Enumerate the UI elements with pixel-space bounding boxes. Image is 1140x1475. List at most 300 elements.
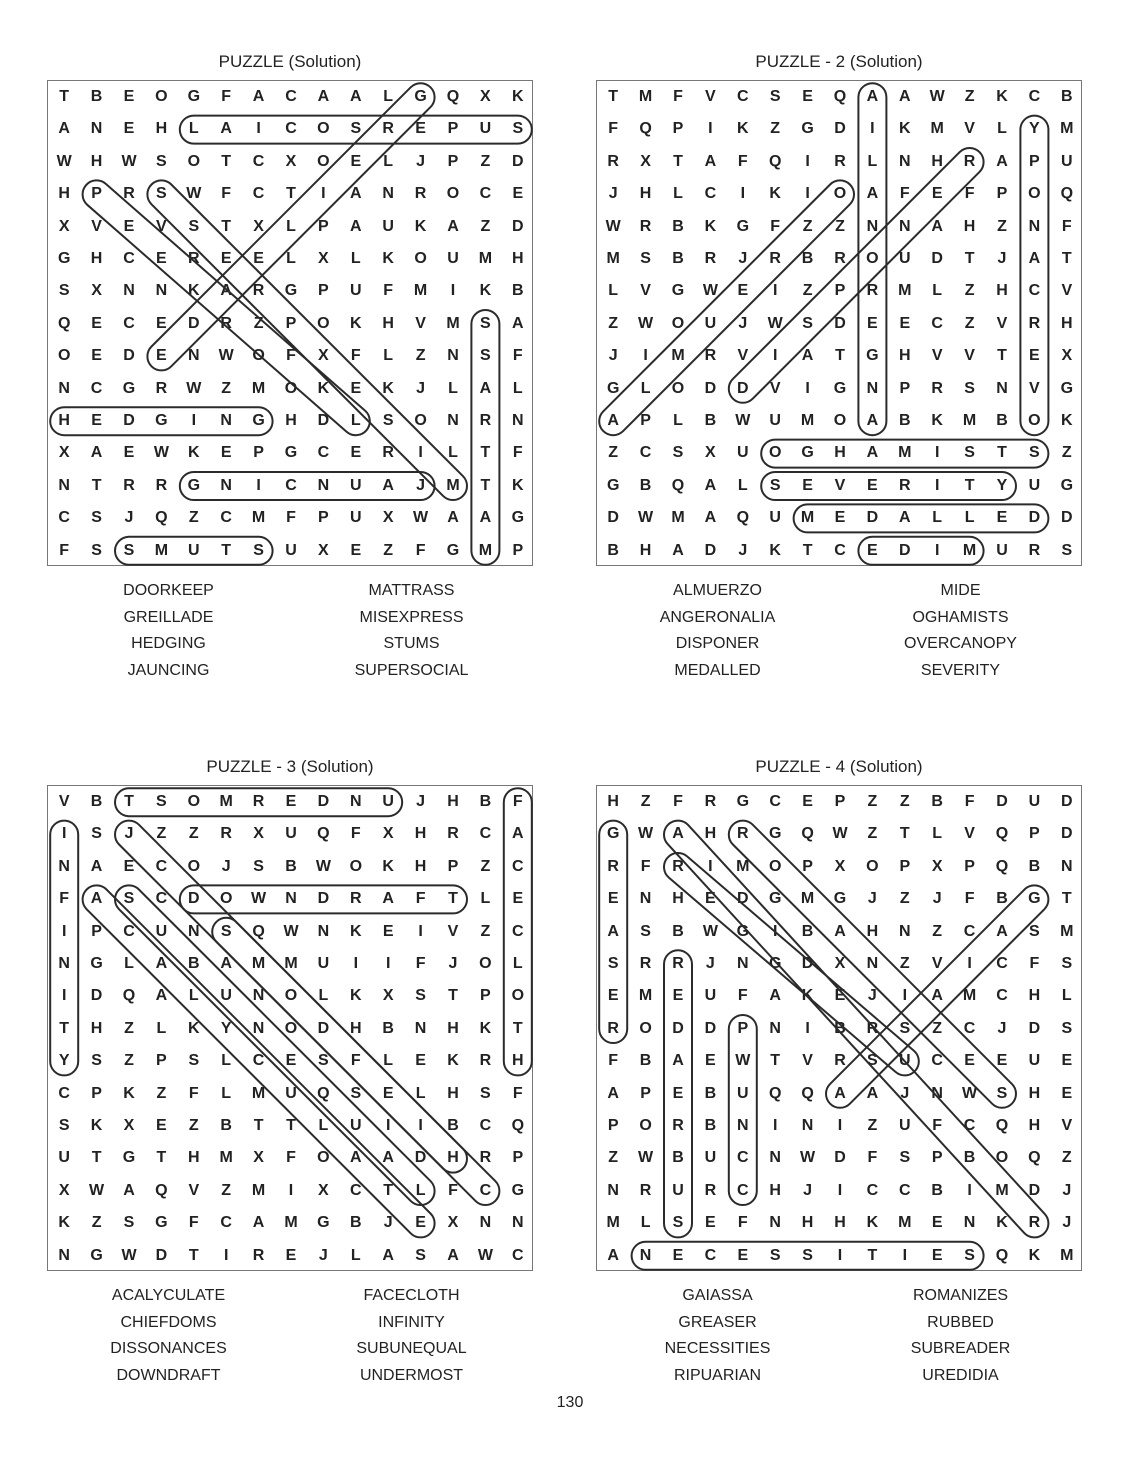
grid-letter: G <box>1028 890 1041 908</box>
grid-letter: F <box>350 825 361 843</box>
grid-letter: O <box>187 152 201 170</box>
grid-letter: W <box>605 217 621 235</box>
grid-letter: T <box>156 1149 167 1167</box>
grid-letter: B <box>220 1117 232 1134</box>
grid-letter: S <box>1029 922 1040 940</box>
grid-letter: W <box>477 1246 493 1264</box>
grid-letter: C <box>285 88 297 105</box>
grid-letter: M <box>962 541 977 559</box>
grid-letter: Y <box>1029 120 1040 138</box>
grid-letter: J <box>416 152 426 170</box>
grid-letter: B <box>512 282 524 300</box>
grid-letter: H <box>512 1052 524 1070</box>
grid-letter: C <box>931 314 943 332</box>
grid-letter: Q <box>801 1084 814 1102</box>
grid-letter: D <box>931 250 943 267</box>
grid-letter: Z <box>964 88 975 105</box>
grid-letter: A <box>866 1084 879 1102</box>
grid-letter: B <box>285 857 297 875</box>
grid-letter: Q <box>768 152 782 170</box>
grid-letter: N <box>188 922 200 940</box>
grid-letter: J <box>1062 1214 1072 1232</box>
grid-letter: L <box>932 282 943 300</box>
grid-letter: Z <box>253 314 264 332</box>
grid-letter: N <box>58 1246 70 1264</box>
grid-letter: G <box>187 88 201 105</box>
grid-letter: L <box>286 250 296 267</box>
grid-letter: M <box>251 1084 266 1102</box>
grid-letter: Q <box>671 476 685 494</box>
grid-letter: T <box>221 217 232 235</box>
grid-letter: B <box>704 1084 717 1102</box>
grid-letter: R <box>866 282 879 300</box>
grid-letter: J <box>124 509 134 527</box>
grid-letter: R <box>220 825 232 843</box>
grid-letter: R <box>252 282 265 300</box>
grid-letter: S <box>188 217 200 235</box>
grid-letter: N <box>963 1214 976 1232</box>
grid-letter: F <box>512 1084 523 1102</box>
grid-letter: D <box>317 1019 330 1037</box>
grid-letter: Z <box>640 793 651 810</box>
grid-letter: R <box>607 857 619 875</box>
grid-letter: K <box>188 1019 200 1037</box>
grid-letter: E <box>285 1246 297 1264</box>
grid-letter: O <box>639 1019 652 1037</box>
grid-letter: D <box>188 314 200 332</box>
grid-letter: M <box>930 120 944 138</box>
grid-letter: M <box>800 509 815 527</box>
grid-letter: U <box>737 1084 749 1102</box>
grid-letter: K <box>317 379 330 397</box>
grid-letter: A <box>704 152 717 170</box>
grid-letter: I <box>902 987 908 1005</box>
grid-letter: A <box>899 88 911 105</box>
grid-letter: J <box>867 987 877 1005</box>
grid-letter: Z <box>480 922 491 940</box>
grid-letter: M <box>800 412 815 429</box>
grid-letter: E <box>123 217 135 235</box>
grid-letter: D <box>188 890 200 908</box>
grid-letter: O <box>317 120 330 138</box>
grid-letter: N <box>90 120 103 138</box>
grid-letter: K <box>58 1214 70 1232</box>
grid-letter: W <box>121 152 137 170</box>
grid-letter: M <box>898 1214 912 1232</box>
grid-letter: A <box>317 88 330 105</box>
grid-letter: I <box>256 476 261 494</box>
grid-letter: V <box>58 793 70 810</box>
grid-letter: U <box>1028 476 1041 494</box>
grid-letter: I <box>385 1117 391 1134</box>
grid-letter: L <box>156 1019 167 1037</box>
grid-letter: E <box>705 1214 716 1232</box>
grid-letter: R <box>252 1246 265 1264</box>
grid-letter: T <box>1061 890 1072 908</box>
grid-letter: Z <box>899 890 910 908</box>
grid-letter: C <box>123 922 135 940</box>
grid-letter: A <box>607 1084 619 1102</box>
grid-letter: N <box>1028 217 1041 235</box>
grid-letter: V <box>996 314 1008 332</box>
grid-letter: K <box>801 987 814 1005</box>
grid-letter: S <box>769 88 781 105</box>
grid-letter: E <box>607 987 619 1005</box>
grid-letter: G <box>284 444 298 462</box>
grid-letter: E <box>802 793 813 810</box>
grid-letter: S <box>996 1084 1008 1102</box>
grid-letter: S <box>480 314 491 332</box>
grid-letter: M <box>736 857 750 875</box>
grid-letter: H <box>931 152 943 170</box>
grid-letter: E <box>220 250 232 267</box>
grid-letter: A <box>866 412 879 429</box>
grid-letter: S <box>156 185 167 203</box>
grid-letter: A <box>90 857 103 875</box>
grid-letter: U <box>704 987 717 1005</box>
grid-letter: Q <box>995 825 1009 843</box>
grid-letter: D <box>317 890 330 908</box>
grid-letter: N <box>155 282 168 300</box>
grid-letter: G <box>768 955 782 972</box>
grid-letter: N <box>317 476 330 494</box>
grid-letter: W <box>962 1084 978 1102</box>
grid-letter: I <box>191 412 197 429</box>
grid-letter: N <box>220 412 232 429</box>
grid-letter: Q <box>155 1181 168 1199</box>
grid-letter: G <box>606 476 620 494</box>
grid-letter: L <box>867 152 878 170</box>
word-item: ALMUERZO <box>673 582 762 599</box>
grid-letter: G <box>736 793 750 810</box>
grid-letter: E <box>705 1052 716 1070</box>
grid-letter: X <box>58 1181 70 1199</box>
grid-cells <box>597 786 1083 1272</box>
grid-letter: E <box>350 379 362 397</box>
grid-letter: E <box>123 444 135 462</box>
grid-letter: R <box>607 1019 619 1037</box>
grid-letter: Z <box>156 825 167 843</box>
grid-letter: T <box>253 1117 264 1134</box>
grid-letter: Q <box>155 509 168 527</box>
grid-letter: C <box>737 88 749 105</box>
grid-letter: C <box>350 1181 362 1199</box>
grid-letter: F <box>188 1084 199 1102</box>
grid-letter: H <box>639 541 652 559</box>
grid-letter: S <box>802 1246 813 1264</box>
grid-letter: V <box>964 347 975 365</box>
grid-letter: Y <box>220 1019 232 1037</box>
grid-letter: H <box>801 1214 814 1232</box>
grid-letter: P <box>931 1149 943 1167</box>
grid-letter: N <box>607 1181 619 1199</box>
grid-letter: F <box>448 1181 458 1199</box>
grid-letter: N <box>512 412 524 429</box>
grid-letter: B <box>1061 88 1073 105</box>
grid-letter: A <box>155 955 168 972</box>
grid-letter: L <box>964 509 975 527</box>
grid-letter: R <box>252 793 265 810</box>
grid-letter: M <box>478 250 493 267</box>
grid-letter: B <box>90 88 103 105</box>
grid-letter: J <box>705 955 715 972</box>
grid-letter: R <box>123 185 135 203</box>
grid-letter: Z <box>188 1117 199 1134</box>
grid-letter: S <box>91 541 102 559</box>
grid-letter: S <box>480 1084 491 1102</box>
grid-letter: Q <box>833 88 847 105</box>
grid-letter: R <box>639 955 652 972</box>
word-list-column-1 <box>47 1283 290 1389</box>
grid-letter: W <box>413 509 429 527</box>
grid-letter: F <box>737 152 748 170</box>
grid-letter: W <box>89 1181 105 1199</box>
word-item: CHIEFDOMS <box>120 1313 217 1331</box>
grid-letter: W <box>315 857 331 875</box>
grid-letter: P <box>91 922 102 940</box>
grid-letter: L <box>188 987 199 1005</box>
word-item: RIPUARIAN <box>673 1366 762 1384</box>
grid-letter: F <box>964 890 975 908</box>
grid-letter: C <box>479 185 492 203</box>
grid-letter: C <box>123 250 135 267</box>
grid-letter: O <box>479 955 492 972</box>
grid-letter: M <box>251 955 266 972</box>
grid-letter: U <box>737 444 749 462</box>
grid-letter: R <box>704 347 717 365</box>
grid-letter: C <box>252 152 265 170</box>
grid-letter: E <box>867 476 878 494</box>
grid-letter: T <box>997 444 1007 462</box>
grid-letter: G <box>768 890 782 908</box>
word-item: MATTRASS <box>368 582 455 599</box>
grid-letter: N <box>512 1214 524 1232</box>
grid-letter: J <box>738 314 748 332</box>
grid-letter: B <box>996 412 1008 429</box>
grid-letter: I <box>256 120 261 138</box>
grid-letter: K <box>350 314 362 332</box>
grid-letter: A <box>607 922 619 940</box>
grid-letter: S <box>123 890 135 908</box>
grid-letter: L <box>737 476 748 494</box>
grid-letter: T <box>480 444 491 462</box>
grid-letter: H <box>996 282 1008 300</box>
letter-grid <box>47 80 533 566</box>
grid-letter: W <box>121 1246 137 1264</box>
grid-letter: D <box>155 1246 168 1264</box>
grid-letter: R <box>188 250 200 267</box>
grid-letter: N <box>447 412 459 429</box>
grid-letter: B <box>996 890 1008 908</box>
grid-letter: S <box>253 541 264 559</box>
grid-letter: C <box>639 444 652 462</box>
word-list-column-2 <box>839 1283 1082 1389</box>
grid-letter: S <box>156 152 167 170</box>
grid-letter: S <box>964 444 975 462</box>
grid-letter: P <box>1029 152 1040 170</box>
word-item: STUMS <box>383 635 440 652</box>
grid-letter: H <box>672 890 684 908</box>
grid-letter: S <box>188 1052 200 1070</box>
grid-letter: Z <box>867 1117 878 1134</box>
grid-letter: T <box>835 347 845 365</box>
grid-letter: M <box>800 890 815 908</box>
grid-letter: H <box>285 412 297 429</box>
grid-letter: I <box>870 120 875 138</box>
grid-letter: L <box>383 347 394 365</box>
grid-letter: W <box>800 1149 816 1167</box>
grid-letter: Z <box>91 1214 102 1232</box>
grid-letter: H <box>607 793 619 810</box>
grid-letter: I <box>708 857 713 875</box>
grid-letter: V <box>188 1181 200 1199</box>
grid-letter: E <box>415 1214 426 1232</box>
grid-letter: T <box>383 1181 394 1199</box>
grid-letter: Q <box>446 88 460 105</box>
grid-letter: Z <box>802 282 813 300</box>
grid-letter: R <box>155 379 168 397</box>
grid-letter: O <box>57 347 71 365</box>
grid-letter: Z <box>899 793 910 810</box>
grid-letter: E <box>996 509 1008 527</box>
grid-letter: A <box>350 1149 362 1167</box>
grid-letter: X <box>253 825 264 843</box>
grid-letter: B <box>834 1019 846 1037</box>
grid-letter: S <box>802 314 813 332</box>
grid-letter: K <box>704 217 717 235</box>
grid-letter: E <box>964 1052 975 1070</box>
grid-letter: L <box>383 88 394 105</box>
grid-letter: E <box>123 857 135 875</box>
grid-letter: X <box>834 955 846 972</box>
word-item: FACECLOTH <box>363 1287 460 1304</box>
grid-letter: O <box>768 444 782 462</box>
grid-letter: U <box>479 120 492 138</box>
grid-letter: H <box>447 1019 459 1037</box>
grid-letter: I <box>418 1117 423 1134</box>
grid-letter: U <box>899 1052 911 1070</box>
grid-letter: Z <box>124 1019 134 1037</box>
grid-letter: Q <box>317 1084 330 1102</box>
grid-letter: P <box>964 857 975 875</box>
grid-letter: S <box>480 347 491 365</box>
grid-letter: M <box>606 250 620 267</box>
grid-letter: Z <box>480 152 491 170</box>
grid-letter: X <box>318 541 329 559</box>
grid-letter: A <box>607 412 619 429</box>
grid-letter: Q <box>1060 185 1074 203</box>
word-item: GREASER <box>678 1313 757 1331</box>
word-list-column-1 <box>596 578 839 684</box>
word-list <box>596 1283 1082 1393</box>
grid-letter: A <box>1028 250 1041 267</box>
grid-letter: Z <box>608 314 619 332</box>
grid-letter: Z <box>383 541 394 559</box>
grid-letter: A <box>155 987 168 1005</box>
grid-letter: Q <box>511 1117 525 1134</box>
grid-letter: J <box>997 1019 1007 1037</box>
grid-letter: M <box>413 282 428 300</box>
grid-letter: C <box>58 509 70 527</box>
grid-letter: M <box>219 793 233 810</box>
grid-letter: S <box>769 1246 781 1264</box>
grid-letter: O <box>768 857 782 875</box>
grid-letter: B <box>639 1052 652 1070</box>
grid-letter: D <box>737 890 749 908</box>
grid-letter: T <box>188 1246 199 1264</box>
grid-letter: N <box>447 347 459 365</box>
grid-letter: S <box>156 793 167 810</box>
grid-letter: X <box>834 857 846 875</box>
grid-letter: D <box>123 412 135 429</box>
grid-letter: G <box>736 922 750 940</box>
grid-letter: F <box>59 541 70 559</box>
grid-letter: J <box>416 476 426 494</box>
grid-letter: C <box>317 444 330 462</box>
grid-letter: L <box>448 379 458 397</box>
grid-letter: C <box>866 1181 879 1199</box>
grid-letter: T <box>997 347 1007 365</box>
grid-letter: A <box>512 825 524 843</box>
grid-letter: E <box>350 152 362 170</box>
grid-letter: F <box>188 1214 199 1232</box>
grid-letter: Z <box>997 217 1007 235</box>
word-list-column-2 <box>290 1283 533 1389</box>
grid-letter: F <box>964 793 975 810</box>
grid-letter: E <box>123 120 135 138</box>
grid-letter: R <box>414 185 427 203</box>
puzzle-title: PUZZLE - 4 (Solution) <box>755 757 923 776</box>
grid-letter: G <box>122 379 136 397</box>
grid-letter: P <box>447 857 459 875</box>
grid-letter: P <box>607 1117 619 1134</box>
grid-letter: G <box>833 379 847 397</box>
grid-letter: S <box>672 444 684 462</box>
grid-letter: H <box>1061 314 1073 332</box>
grid-letter: A <box>672 825 684 843</box>
grid-letter: A <box>350 88 362 105</box>
grid-letter: L <box>415 1181 426 1199</box>
word-item: UNDERMOST <box>359 1366 464 1384</box>
grid-letter: U <box>447 250 459 267</box>
grid-letter: B <box>607 541 619 559</box>
grid-letter: R <box>704 793 717 810</box>
grid-letter: F <box>350 1052 361 1070</box>
grid-letter: X <box>318 250 329 267</box>
grid-letter: I <box>321 185 326 203</box>
grid-letter: S <box>123 1214 135 1232</box>
grid-letter: B <box>963 1149 976 1167</box>
grid-letter: K <box>931 412 943 429</box>
grid-letter: W <box>735 1052 751 1070</box>
grid-letter: N <box>414 1019 427 1037</box>
grid-letter: J <box>1062 1181 1072 1199</box>
grid-letter: X <box>382 825 394 843</box>
grid-letter: M <box>962 412 977 429</box>
grid-letter: O <box>187 793 201 810</box>
grid-letter: Z <box>1061 444 1072 462</box>
grid-letter: C <box>479 1181 492 1199</box>
word-list-column-1 <box>47 578 290 684</box>
grid-letter: J <box>738 250 748 267</box>
grid-letter: W <box>929 88 945 105</box>
grid-letter: M <box>284 955 298 972</box>
grid-letter: A <box>382 1149 394 1167</box>
grid-letter: R <box>769 250 781 267</box>
word-list <box>47 578 533 688</box>
grid-letter: X <box>318 347 329 365</box>
grid-letter: H <box>512 250 524 267</box>
